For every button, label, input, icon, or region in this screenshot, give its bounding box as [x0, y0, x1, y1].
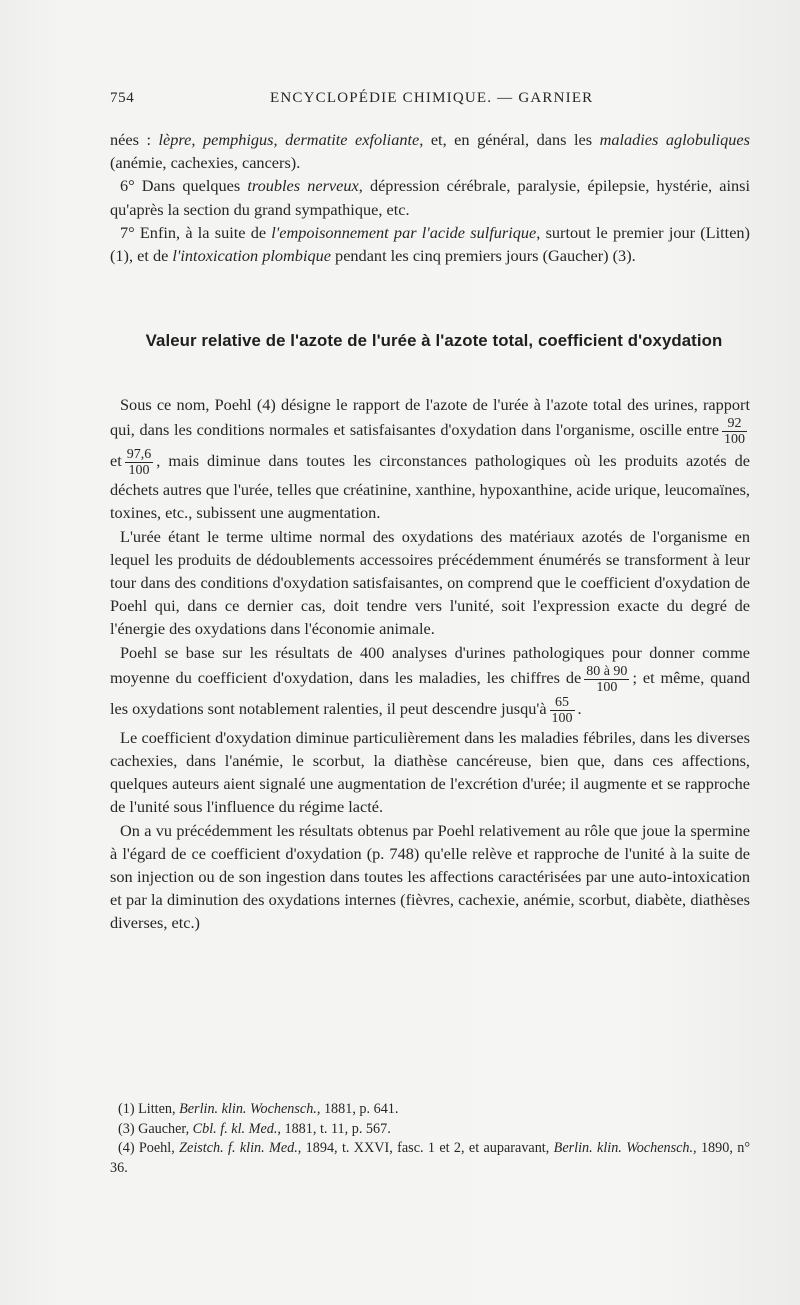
italic-run: Cbl. f. kl. Med.	[192, 1120, 278, 1137]
fraction-numerator: 92	[722, 416, 747, 432]
text-run: (1) Litten,	[118, 1101, 180, 1117]
italic-run: troubles nerveux	[247, 176, 359, 196]
paragraph-spermine: On a vu précédemment les résultats obtenus par Poehl relativement au rôle que joue la spermine à l'égard de ce coefficient d'oxydation (p. 748) qu'elle relève et rapproche de l'unité à la suite de son injection ou de son ingestion dans toutes les affections caractérisées par une auto-intoxication et par la diminution des oxydations internes (fièvres, cachexie, anémie, scorbut, diabète, diathèses diverses, etc.)	[110, 820, 750, 933]
page-header	[110, 90, 750, 114]
paragraph-continuation	[110, 128, 750, 174]
paragraph-item-6	[110, 174, 750, 220]
text-run: (3) Gaucher,	[118, 1120, 193, 1137]
italic-run: maladies aglobuliques	[599, 130, 750, 149]
fraction-numerator: 97,6	[126, 447, 152, 463]
text-run: , 1881, t. 11, p. 567.	[277, 1120, 391, 1137]
footnote-4	[110, 1139, 750, 1178]
fraction	[550, 695, 575, 726]
text-run: 7° Enfin, à la suite de	[120, 222, 272, 242]
paragraph-poehl-results	[110, 641, 750, 726]
paragraph-uree: L'urée étant le terme ultime normal des oxydations des matériaux azotés de l'organisme en lequel les produits de dédoublements accessoires précédemment énumérés se transforment à leur tour dans des conditions d'oxydation satisfaisantes, on comprend que le coefficient d'oxydation de Poehl qui, dans ce dernier cas, doit tendre vers l'unité, soit l'expression exacte du degré de l'énergie des oxydations dans l'économie animale.	[110, 526, 750, 639]
text-run: .	[577, 699, 582, 719]
fraction-denominator: 100	[596, 679, 618, 695]
text-run: , et, en général, dans les	[419, 130, 600, 149]
italic-run: Berlin. klin. Wochensch.	[179, 1101, 317, 1117]
text-run: 6° Dans quelques	[120, 176, 248, 196]
text-run: , 1894, t. XXVI, fasc. 1 et 2, et auparavant,	[297, 1140, 554, 1156]
fraction-numerator: 80 à 90	[586, 663, 628, 679]
italic-run: Berlin. klin. Wochensch.	[553, 1140, 694, 1156]
main-text-block	[110, 393, 750, 935]
footnote-3	[110, 1120, 750, 1140]
section-title: Valeur relative de l'azote de l'urée à l'azote total, coefficient d'oxydation	[145, 331, 723, 350]
fraction-numerator: 65	[550, 695, 575, 711]
italic-run: l'empoisonnement par l'acide sulfurique	[271, 222, 537, 242]
footnote-1	[110, 1100, 750, 1120]
text-run: ; et même, quand les oxydations sont notablement ralenties, il peut descendre jusqu'à	[110, 668, 750, 719]
italic-run: lèpre, pemphigus, dermatite exfoliante	[158, 130, 420, 149]
text-run: , 1881, p. 641.	[316, 1101, 399, 1117]
top-text-block	[110, 128, 750, 267]
paragraph-poehl-definition	[110, 393, 750, 525]
fraction	[125, 447, 154, 478]
italic-run: Zeistch. f. klin. Med.	[179, 1140, 298, 1156]
text-run: et	[110, 451, 122, 471]
fraction	[722, 416, 747, 447]
text-run: (anémie, cachexies, cancers).	[110, 153, 301, 173]
text-run: , 1890, n° 36.	[110, 1140, 750, 1176]
footnotes	[110, 1100, 750, 1178]
text-run: Sous ce nom, Poehl (4) désigne le rapport de l'azote de l'urée à l'azote total des urines, rapport qui, dans les conditions normales et satisfaisantes d'oxydation dans l'organisme, oscille entre	[110, 395, 750, 440]
text-run: , mais diminue dans toutes les circonstances pathologiques où les produits azotés de déchets autres que l'urée, telles que créatinine, xanthine, hypoxanthine, acide urique, leucomaïnes, toxines, etc., subissent une augmentation.	[110, 451, 750, 523]
text-run: nées :	[110, 130, 159, 149]
fraction-denominator: 100	[128, 463, 150, 479]
fraction	[584, 664, 629, 695]
text-run: Poehl se base sur les résultats de 400 analyses d'urines pathologiques pour donner comme moyenne du coefficient d'oxydation, dans les maladies, les chiffres de	[110, 642, 750, 688]
fraction-denominator: 100	[724, 432, 745, 448]
italic-run: l'intoxication plombique	[172, 246, 331, 266]
running-head: ENCYCLOPÉDIE CHIMIQUE. — GARNIER	[270, 90, 594, 106]
text-run: pendant les cinq premiers jours (Gaucher) (3).	[330, 246, 636, 266]
text-run: , dépression cérébrale, paralysie, épilepsie, hystérie, ainsi qu'après la section du grand sympathique, etc.	[110, 176, 750, 219]
page-number: 754	[110, 90, 135, 106]
paragraph-coefficient-diminue: Le coefficient d'oxydation diminue particulièrement dans les maladies fébriles, dans les diverses cachexies, dans l'anémie, le scorbut, la diathèse cancéreuse, bien que, dans ces affections, quelques auteurs aient signalé une augmentation de l'excrétion d'urée; il augmente et se rapproche de l'unité sous l'influence du régime lacté.	[110, 727, 750, 817]
fraction-denominator: 100	[551, 710, 573, 726]
text-run: , surtout le premier jour (Litten) (1), et de	[110, 222, 750, 266]
text-run: (4) Poehl,	[118, 1140, 180, 1156]
paragraph-item-7	[110, 221, 750, 267]
